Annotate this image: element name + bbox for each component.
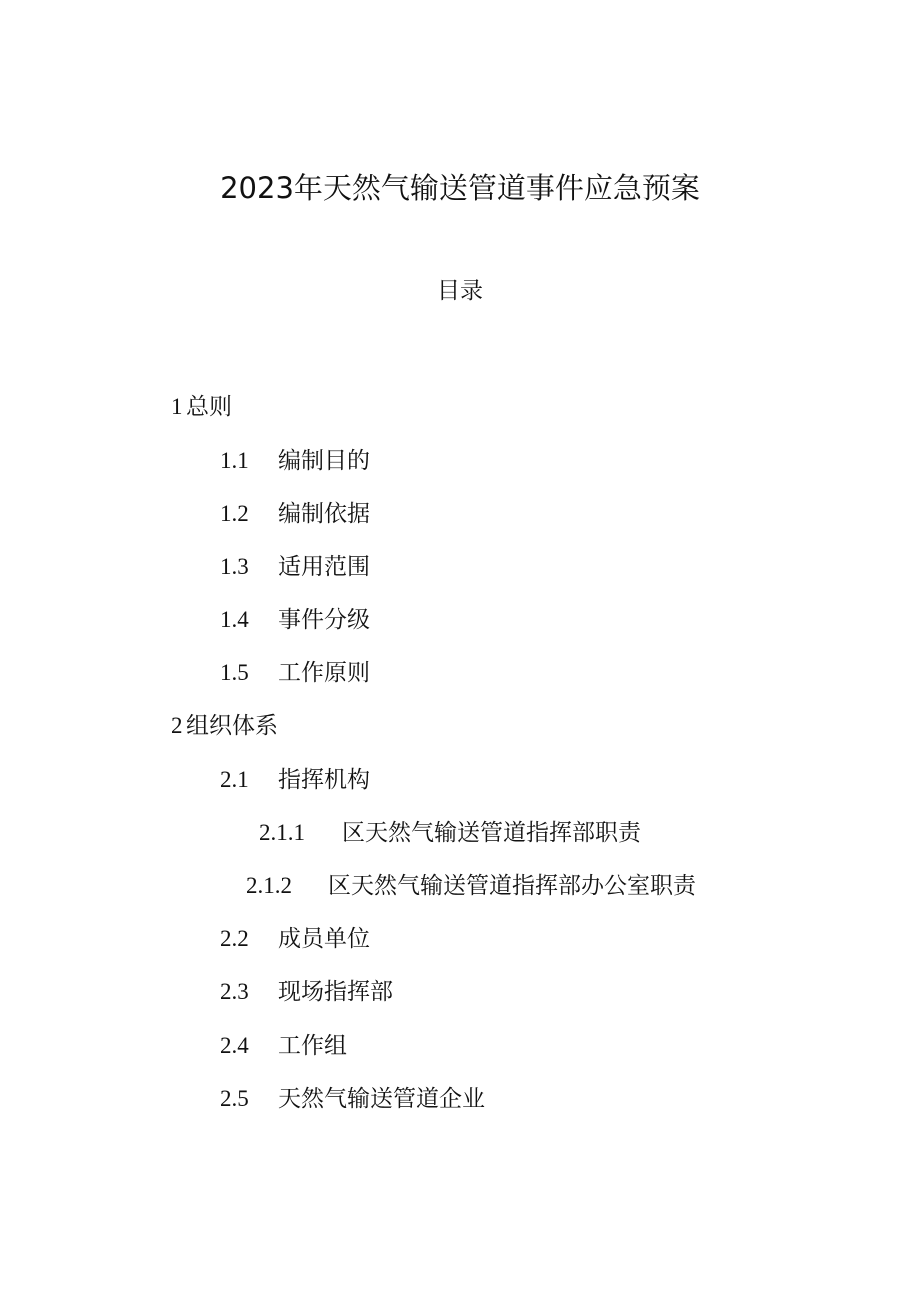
toc-entry-label: 编制依据 <box>278 501 370 527</box>
toc-entry-number: 2.3 <box>220 979 249 1004</box>
toc-entry-number: 2.4 <box>220 1033 249 1058</box>
toc-entry-label: 指挥机构 <box>278 767 370 793</box>
toc-entry-number: 1.2 <box>220 501 249 526</box>
toc-entry-number: 2.1.1 <box>259 820 305 845</box>
toc-entry-label: 工作原则 <box>278 660 370 686</box>
toc-entry-label: 成员单位 <box>278 926 370 952</box>
document-title: 2023年天然气输送管道事件应急预案 <box>220 171 700 205</box>
toc-entry-number: 2.1 <box>220 767 249 792</box>
toc-entry-number: 2.5 <box>220 1086 249 1111</box>
toc-entry-label: 事件分级 <box>278 607 370 633</box>
toc-entry-number: 1 <box>171 394 183 419</box>
toc-entry-label: 现场指挥部 <box>278 979 393 1005</box>
toc-entry-number: 1.3 <box>220 554 249 579</box>
toc-entry-label: 总则 <box>186 394 232 420</box>
toc-entry-number: 2.1.2 <box>246 873 292 898</box>
toc-entry-label: 天然气输送管道企业 <box>278 1086 485 1112</box>
toc-heading: 目录 <box>437 278 483 304</box>
toc-entry-label: 工作组 <box>278 1033 347 1059</box>
toc-entry-number: 1.4 <box>220 607 249 632</box>
toc-entry-label: 区天然气输送管道指挥部职责 <box>342 820 641 846</box>
toc-entry-label: 区天然气输送管道指挥部办公室职责 <box>328 873 696 899</box>
toc-entry-number: 1.1 <box>220 448 249 473</box>
toc-entry-label: 组织体系 <box>186 713 278 739</box>
toc-entry-label: 编制目的 <box>278 448 370 474</box>
toc-entry-number: 2.2 <box>220 926 249 951</box>
toc-entry-number: 1.5 <box>220 660 249 685</box>
toc-entry-label: 适用范围 <box>278 554 370 580</box>
toc-entry-number: 2 <box>171 713 183 738</box>
